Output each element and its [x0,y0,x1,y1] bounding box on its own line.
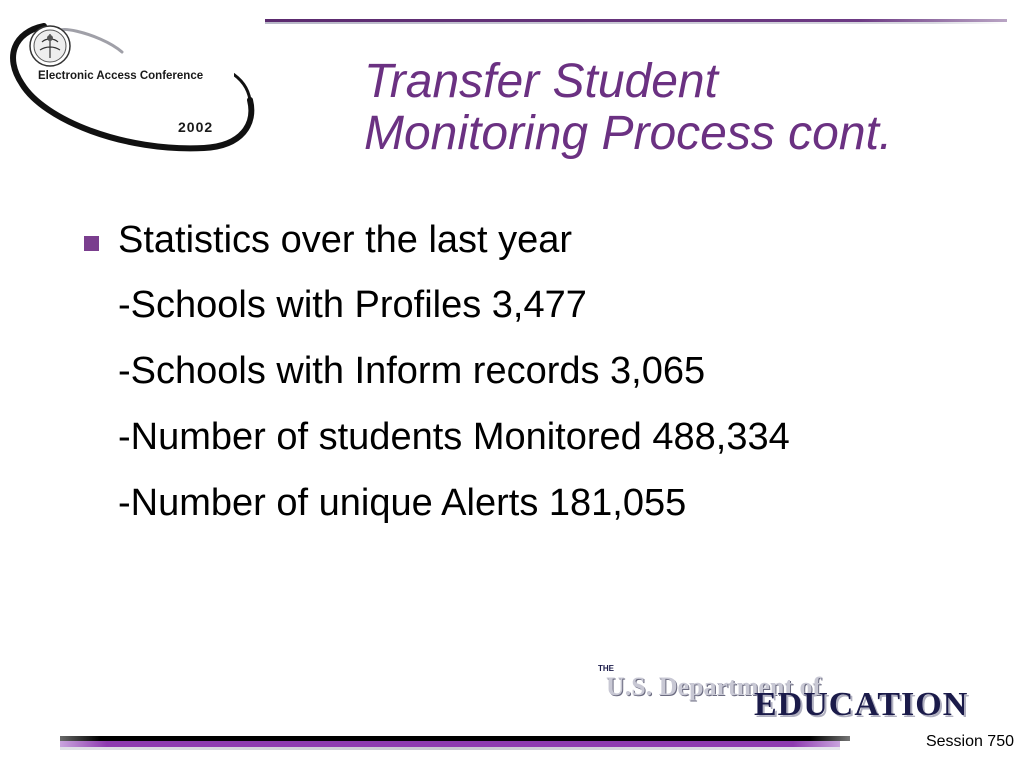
doe-the: THE [598,664,614,673]
conference-logo-swoosh-icon [4,12,260,154]
bullet-item [82,214,982,268]
top-rule-shadow [265,22,1007,24]
conference-name: Electronic Access Conference [38,70,204,82]
sub-item-schools-profiles: -Schools with Profiles 3,477 [118,284,587,326]
conference-year: 2002 [178,119,214,135]
title-line-1: Transfer Student [364,55,718,108]
doe-line-1: U.S. Department of [606,672,822,701]
session-label: Session 750 [925,733,1014,750]
department-of-education-logo [596,664,996,724]
conference-logo [4,12,260,154]
slide-body [82,214,982,544]
square-bullet-icon [84,236,99,251]
bottom-bar [60,736,860,750]
doe-line-2: EDUCATION [754,686,969,723]
sub-item-unique-alerts: -Number of unique Alerts 181,055 [118,482,687,524]
sub-item-schools-inform: -Schools with Inform records 3,065 [118,350,706,392]
title-line-2: Monitoring Process cont. [364,107,893,160]
bottom-bar-shadow [60,747,840,750]
bullet-text: Statistics over the last year [118,219,573,261]
sub-item-students-monitored: -Number of students Monitored 488,334 [118,416,790,458]
sub-list [82,280,982,544]
slide-title [364,56,1004,160]
